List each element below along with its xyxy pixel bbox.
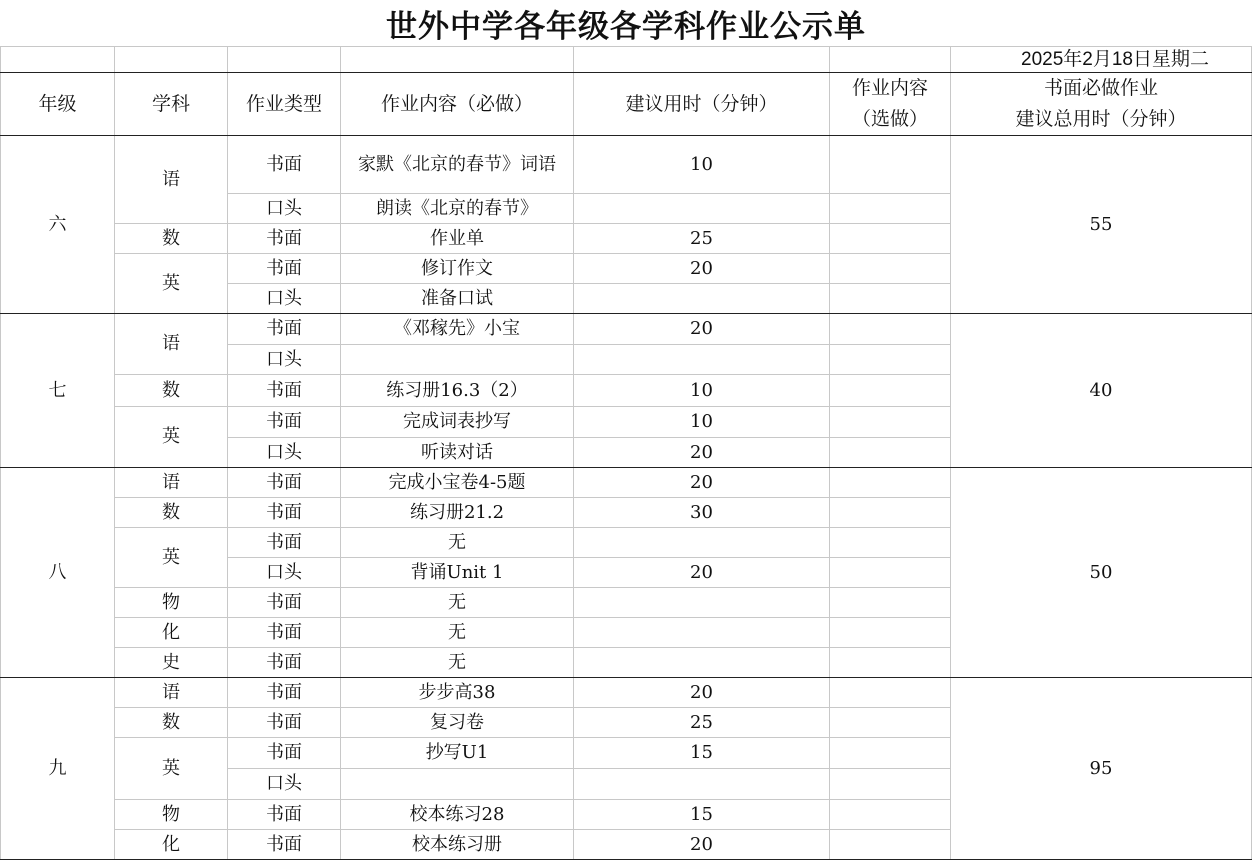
content-cell: 完成词表抄写: [341, 407, 574, 438]
sheet-title: 世外中学各年级各学科作业公示单: [386, 8, 866, 45]
optional-cell: [830, 284, 951, 314]
optional-cell: [830, 830, 951, 860]
header-total-line1: 书面必做作业: [1043, 77, 1158, 99]
optional-cell: [830, 375, 951, 407]
optional-cell: [830, 314, 951, 345]
time-cell: 25: [574, 224, 830, 254]
subject-cell: 语: [115, 678, 228, 708]
header-row: [1, 73, 1252, 136]
total-time-cell: 40: [951, 314, 1252, 468]
optional-cell: [830, 224, 951, 254]
type-cell: 书面: [228, 588, 341, 618]
type-cell: 书面: [228, 830, 341, 860]
time-cell: 20: [574, 468, 830, 498]
type-cell: 口头: [228, 769, 341, 800]
time-cell: [574, 648, 830, 678]
optional-cell: [830, 800, 951, 830]
type-cell: 口头: [228, 558, 341, 588]
optional-cell: [830, 254, 951, 284]
type-cell: 口头: [228, 345, 341, 375]
time-cell: 15: [574, 800, 830, 830]
time-cell: 30: [574, 498, 830, 528]
subject-cell: 数: [115, 375, 228, 407]
type-cell: 书面: [228, 678, 341, 708]
header-total: [951, 73, 1252, 136]
header-grade: 年级: [1, 73, 115, 136]
time-cell: 10: [574, 375, 830, 407]
type-cell: 口头: [228, 438, 341, 468]
type-cell: 书面: [228, 254, 341, 284]
subject-cell: 数: [115, 224, 228, 254]
optional-cell: [830, 708, 951, 738]
time-cell: 10: [574, 407, 830, 438]
table-row: [1, 468, 1252, 498]
content-cell: 《邓稼先》小宝: [341, 314, 574, 345]
content-cell: 准备口试: [341, 284, 574, 314]
type-cell: 口头: [228, 284, 341, 314]
time-cell: 20: [574, 830, 830, 860]
type-cell: 口头: [228, 194, 341, 224]
content-cell: 完成小宝卷4-5题: [341, 468, 574, 498]
time-cell: 20: [574, 558, 830, 588]
time-cell: [574, 284, 830, 314]
optional-cell: [830, 558, 951, 588]
content-cell: 复习卷: [341, 708, 574, 738]
optional-cell: [830, 769, 951, 800]
header-optional: [830, 73, 951, 136]
subject-cell: 语: [115, 314, 228, 375]
date-row: [1, 47, 1252, 73]
optional-cell: [830, 618, 951, 648]
content-cell: [341, 345, 574, 375]
type-cell: 书面: [228, 314, 341, 345]
content-cell: 无: [341, 648, 574, 678]
optional-cell: [830, 648, 951, 678]
header-total-line2: 建议总用时（分钟）: [1015, 108, 1187, 130]
type-cell: 书面: [228, 800, 341, 830]
content-cell: 步步高38: [341, 678, 574, 708]
header-type: 作业类型: [228, 73, 341, 136]
subject-cell: 物: [115, 800, 228, 830]
time-cell: 15: [574, 738, 830, 769]
optional-cell: [830, 738, 951, 769]
content-cell: 听读对话: [341, 438, 574, 468]
subject-cell: 数: [115, 498, 228, 528]
header-subject: 学科: [115, 73, 228, 136]
type-cell: 书面: [228, 528, 341, 558]
optional-cell: [830, 407, 951, 438]
header-time: 建议用时（分钟）: [574, 73, 830, 136]
type-cell: 书面: [228, 136, 341, 194]
grade-cell: 九: [1, 678, 115, 860]
total-time-cell: 50: [951, 468, 1252, 678]
time-cell: 25: [574, 708, 830, 738]
optional-cell: [830, 438, 951, 468]
subject-cell: 化: [115, 830, 228, 860]
time-cell: [574, 769, 830, 800]
content-cell: 练习册16.3（2）: [341, 375, 574, 407]
subject-cell: 物: [115, 588, 228, 618]
subject-cell: 英: [115, 738, 228, 800]
type-cell: 书面: [228, 407, 341, 438]
type-cell: 书面: [228, 618, 341, 648]
content-cell: 抄写U1: [341, 738, 574, 769]
table-row: [1, 678, 1252, 708]
content-cell: 家默《北京的春节》词语: [341, 136, 574, 194]
content-cell: 无: [341, 588, 574, 618]
type-cell: 书面: [228, 468, 341, 498]
content-cell: 朗读《北京的春节》: [341, 194, 574, 224]
date-label: 2025年2月18日星期二: [951, 47, 1252, 73]
subject-cell: 化: [115, 618, 228, 648]
header-content: 作业内容（必做）: [341, 73, 574, 136]
type-cell: 书面: [228, 224, 341, 254]
type-cell: 书面: [228, 738, 341, 769]
optional-cell: [830, 588, 951, 618]
content-cell: 校本练习28: [341, 800, 574, 830]
time-cell: [574, 528, 830, 558]
subject-cell: 英: [115, 254, 228, 314]
subject-cell: 数: [115, 708, 228, 738]
optional-cell: [830, 194, 951, 224]
content-cell: 无: [341, 528, 574, 558]
content-cell: 无: [341, 618, 574, 648]
optional-cell: [830, 678, 951, 708]
content-cell: 修订作文: [341, 254, 574, 284]
subject-cell: 史: [115, 648, 228, 678]
type-cell: 书面: [228, 648, 341, 678]
subject-cell: 英: [115, 528, 228, 588]
type-cell: 书面: [228, 375, 341, 407]
grade-cell: 六: [1, 136, 115, 314]
total-time-cell: 95: [951, 678, 1252, 860]
header-optional-line1: 作业内容: [851, 77, 928, 99]
grade-cell: 八: [1, 468, 115, 678]
subject-cell: 语: [115, 136, 228, 224]
homework-table: [0, 46, 1252, 860]
time-cell: [574, 345, 830, 375]
time-cell: 10: [574, 136, 830, 194]
time-cell: 20: [574, 438, 830, 468]
content-cell: 背诵Unit 1: [341, 558, 574, 588]
time-cell: 20: [574, 314, 830, 345]
content-cell: 练习册21.2: [341, 498, 574, 528]
subject-cell: 英: [115, 407, 228, 468]
content-cell: 校本练习册: [341, 830, 574, 860]
time-cell: [574, 194, 830, 224]
optional-cell: [830, 528, 951, 558]
type-cell: 书面: [228, 498, 341, 528]
time-cell: 20: [574, 254, 830, 284]
grade-cell: 七: [1, 314, 115, 468]
content-cell: 作业单: [341, 224, 574, 254]
type-cell: 书面: [228, 708, 341, 738]
time-cell: [574, 588, 830, 618]
time-cell: [574, 618, 830, 648]
optional-cell: [830, 345, 951, 375]
table-row: [1, 314, 1252, 345]
subject-cell: 语: [115, 468, 228, 498]
optional-cell: [830, 498, 951, 528]
optional-cell: [830, 468, 951, 498]
total-time-cell: 55: [951, 136, 1252, 314]
optional-cell: [830, 136, 951, 194]
table-row: [1, 136, 1252, 194]
content-cell: [341, 769, 574, 800]
time-cell: 20: [574, 678, 830, 708]
header-optional-line2: （选做）: [851, 108, 928, 130]
